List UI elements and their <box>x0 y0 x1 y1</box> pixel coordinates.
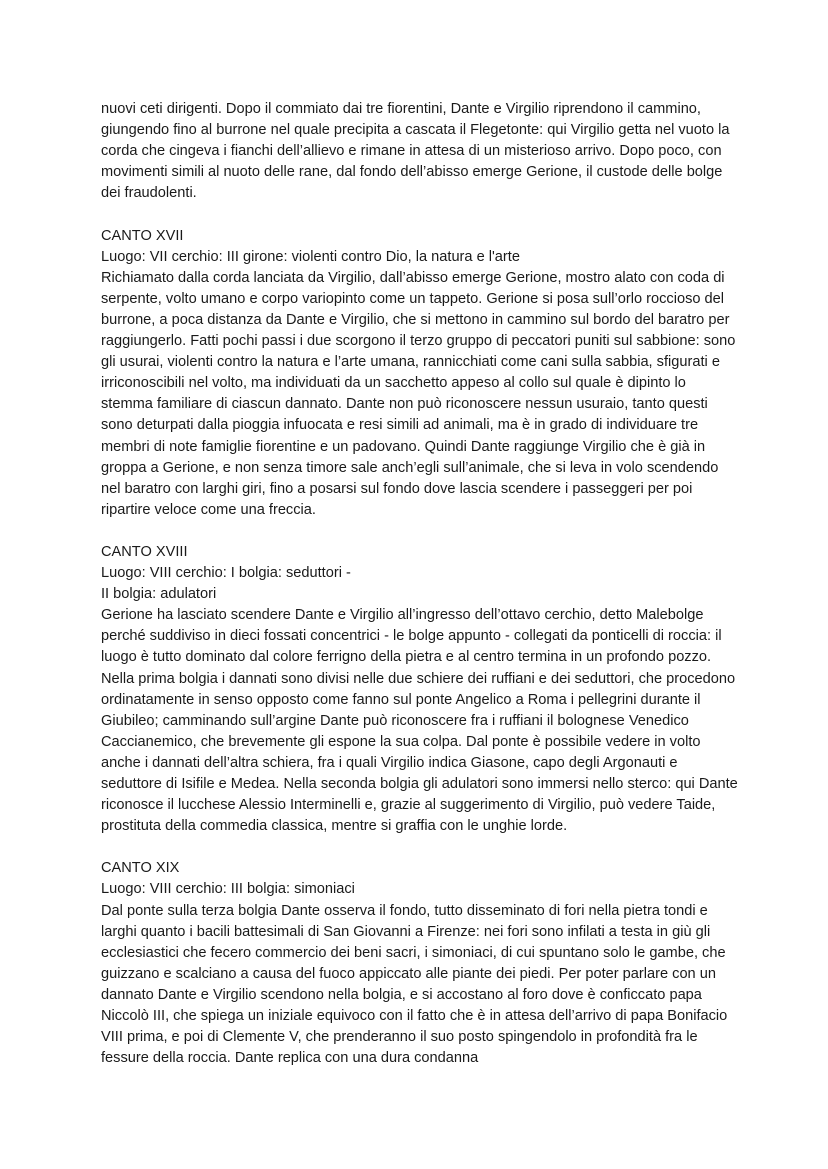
canto-summary: Gerione ha lasciato scendere Dante e Virgilio all’ingresso dell’ottavo cerchio, detto Malebolge perché suddiviso in dieci fossati concentrici - le bolge appunto - collegati da ponticelli di roccia: il luogo è tutto dominato dal colore ferrigno della pietra e al centro termina in un profondo pozzo. Nella prima bolgia i dannati sono divisi nelle due schiere dei ruffiani e dei seduttori, che procedono ordinatamente in senso opposto come fanno sul ponte Angelico a Roma i pellegrini durante il Giubileo; camminando sull’argine Dante può riconoscere fra i ruffiani il bolognese Venedico Caccianemico, che brevemente gli espone la sua colpa. Dal ponte è possibile vedere in volto anche i dannati dell’altra schiera, fra i quali Virgilio indica Giasone, capo degli Argonauti e seduttore di Isifile e Medea. Nella seconda bolgia gli adulatori sono immersi nello sterco: qui Dante riconosce il lucchese Alessio Interminelli e, grazie al suggerimento di Virgilio, può vedere Taide, prostituta della commedia classica, mentre si graffia con le unghie lorde. <box>101 607 738 835</box>
canto-xvii-section <box>101 226 741 521</box>
canto-location-continued: II bolgia: adulatori <box>101 586 217 603</box>
intro-paragraph: nuovi ceti dirigenti. Dopo il commiato dai tre fiorentini, Dante e Virgilio riprendono il cammino, giungendo fino al burrone nel quale precipita a cascata il Flegetonte: qui Virgilio getta nel vuoto la corda che cingeva i fianchi dell’allievo e rimane in attesa di un misterioso arrivo. Dopo poco, con movimenti simili al nuoto delle rane, dal fondo dell’abisso emerge Gerione, il custode delle bolge dei fraudolenti. <box>101 101 730 202</box>
canto-summary: Dal ponte sulla terza bolgia Dante osserva il fondo, tutto disseminato di fori nella pietra tondi e larghi quanto i bacili battesimali di San Giovanni a Firenze: nei fori sono infilati a testa in giù gli ecclesiastici che fecero commercio dei beni sacri, i simoniaci, di cui spuntano solo le gambe, che guizzano e scalciano a causa del fuoco appiccato alle piante dei piedi. Per poter parlare con un dannato Dante e Virgilio scendono nella bolgia, e si accostano al foro dove è conficcato papa Niccolò III, che spiega un iniziale equivoco con il fatto che è in attesa dell’arrivo di papa Bonifacio VIII prima, e poi di Clemente V, che prenderanno il suo posto spingendolo in profondità fra le fessure della roccia. Dante replica con una dura condanna <box>101 902 728 1067</box>
canto-summary: Richiamato dalla corda lanciata da Virgilio, dall’abisso emerge Gerione, mostro alato con coda di serpente, volto umano e corpo variopinto come un tappeto. Gerione si posa sull’orlo roccioso del burrone, a poca distanza da Dante e Virgilio, che si mettono in cammino sul bordo del baratro per raggiungerlo. Fatti pochi passi i due scorgono il terzo gruppo di peccatori puniti sul sabbione: sono gli usurai, violenti contro la natura e l’arte umana, rannicchiati come cani sulla sabbia, sfigurati e irriconoscibili nel volto, ma individuati da un sacchetto appeso al collo sul quale è dipinto lo stemma familiare di ciascun dannato. Dante non può riconoscere nessun usuraio, tanto questi sono deturpati dalla pioggia infuocata e resi simili ad animali, ma è in grado di individuare tre membri di note famiglie fiorentine e un padovano. Quindi Dante raggiunge Virgilio che è già in groppa a Gerione, e non senza timore sale anch’egli sull’animale, che si leva in volo scendendo nel baratro con larghi giri, fino a posarsi sul fondo dove lascia scendere i passeggeri per poi ripartire veloce come una freccia. <box>101 269 736 518</box>
canto-location: Luogo: VIII cerchio: III bolgia: simoniaci <box>101 881 355 898</box>
intro-section <box>101 99 741 204</box>
canto-heading: CANTO XIX <box>101 860 180 877</box>
canto-heading: CANTO XVII <box>101 227 184 244</box>
canto-heading: CANTO XVIII <box>101 543 188 560</box>
canto-xviii-section <box>101 542 741 837</box>
document-page <box>101 99 741 1090</box>
canto-xix-section <box>101 858 741 1069</box>
canto-location: Luogo: VIII cerchio: I bolgia: seduttori - <box>101 565 351 582</box>
canto-location: Luogo: VII cerchio: III girone: violenti contro Dio, la natura e l'arte <box>101 248 520 265</box>
